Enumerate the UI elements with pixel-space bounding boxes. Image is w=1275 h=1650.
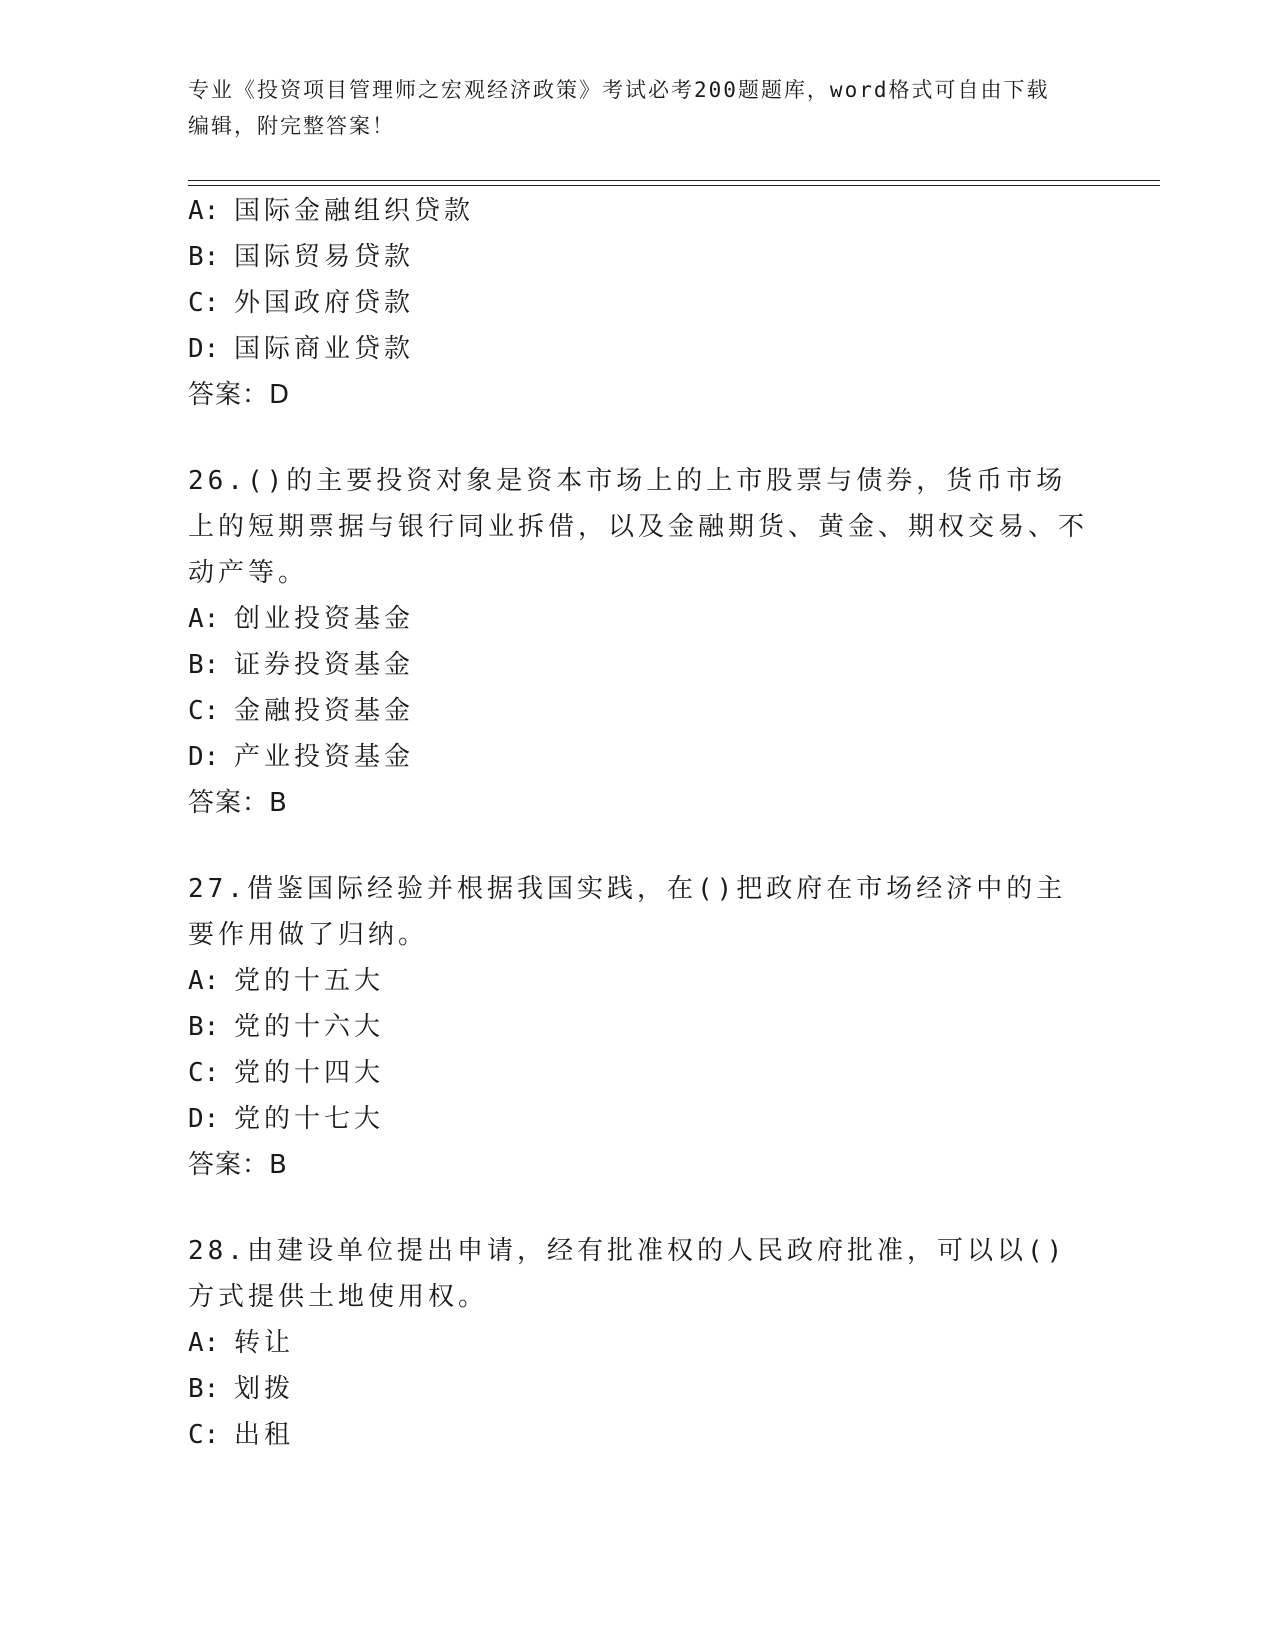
option-text: 国际贸易贷款 — [234, 242, 415, 272]
option-b — [188, 642, 1088, 688]
option-b — [188, 1004, 1088, 1050]
option-letter: C: — [188, 1058, 220, 1088]
option-letter: D: — [188, 742, 220, 772]
option-letter: A: — [188, 966, 220, 996]
option-letter: A: — [188, 196, 220, 226]
option-text: 创业投资基金 — [234, 604, 415, 634]
option-a — [188, 188, 1088, 234]
option-a — [188, 1320, 1088, 1366]
option-c — [188, 1050, 1088, 1096]
answer-line: 答案：B — [188, 1150, 288, 1180]
partial-question — [188, 188, 1088, 418]
option-letter: B: — [188, 1374, 220, 1404]
option-text: 划拨 — [234, 1374, 295, 1404]
option-letter: D: — [188, 334, 220, 364]
header-divider-top — [188, 180, 1160, 181]
option-text: 金融投资基金 — [234, 696, 415, 726]
option-c — [188, 280, 1088, 326]
option-letter: B: — [188, 650, 220, 680]
document-body — [188, 188, 1088, 1458]
option-letter: C: — [188, 696, 220, 726]
question-stem: 27.借鉴国际经验并根据我国实践，在()把政府在市场经济中的主要作用做了归纳。 — [188, 874, 1067, 950]
question-stem: 28.由建设单位提出申请，经有批准权的人民政府批准，可以以()方式提供土地使用权。 — [188, 1236, 1067, 1312]
option-letter: B: — [188, 242, 220, 272]
option-c — [188, 1412, 1088, 1458]
option-d — [188, 734, 1088, 780]
option-c — [188, 688, 1088, 734]
answer-line: 答案：B — [188, 788, 288, 818]
option-letter: A: — [188, 604, 220, 634]
question-28 — [188, 1228, 1088, 1458]
option-text: 外国政府贷款 — [234, 288, 415, 318]
option-text: 出租 — [234, 1420, 295, 1450]
option-text: 国际商业贷款 — [234, 334, 415, 364]
option-b — [188, 234, 1088, 280]
option-text: 产业投资基金 — [234, 742, 415, 772]
option-letter: D: — [188, 1104, 220, 1134]
option-text: 证券投资基金 — [234, 650, 415, 680]
option-text: 国际金融组织贷款 — [234, 196, 475, 226]
answer-line: 答案：D — [188, 380, 291, 410]
document-header: 专业《投资项目管理师之宏观经济政策》考试必考200题题库，word格式可自由下载编辑，附完整答案！ — [188, 78, 1050, 138]
header-divider-bottom — [188, 185, 1160, 186]
option-b — [188, 1366, 1088, 1412]
option-letter: C: — [188, 1420, 220, 1450]
option-text: 转让 — [234, 1328, 295, 1358]
question-27 — [188, 866, 1088, 1188]
option-letter: B: — [188, 1012, 220, 1042]
question-stem: 26.()的主要投资对象是资本市场上的上市股票与债券，货币市场上的短期票据与银行同业拆借，以及金融期货、黄金、期权交易、不动产等。 — [188, 466, 1089, 588]
option-a — [188, 596, 1088, 642]
option-d — [188, 1096, 1088, 1142]
option-text: 党的十四大 — [234, 1058, 385, 1088]
question-26 — [188, 458, 1088, 826]
option-a — [188, 958, 1088, 1004]
option-d — [188, 326, 1088, 372]
option-text: 党的十六大 — [234, 1012, 385, 1042]
option-text: 党的十五大 — [234, 966, 385, 996]
option-text: 党的十七大 — [234, 1104, 385, 1134]
option-letter: C: — [188, 288, 220, 318]
option-letter: A: — [188, 1328, 220, 1358]
